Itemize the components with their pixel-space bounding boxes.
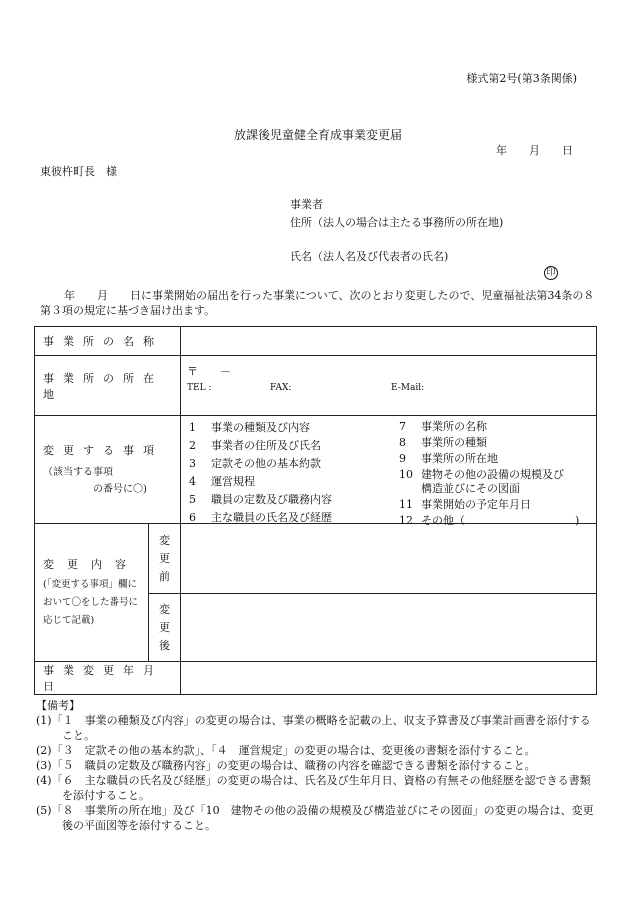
change-date-label: 事業変更年月日 (35, 662, 181, 695)
seal-mark: 印 (544, 266, 558, 280)
option-1[interactable]: 1 事業の種類及び内容 (189, 421, 310, 434)
statement-text: 年 月 日に事業開始の届出を行った事業について、次のとおり変更したので、児童福祉法第34条の８第３項の規定に基づき届け出ます。 (40, 289, 595, 317)
before-label-cell (149, 524, 181, 594)
fax-label: FAX: (270, 383, 292, 393)
form-number: 様式第2号(第3条関係) (466, 72, 577, 85)
notes-heading: 【備考】 (36, 699, 80, 712)
option-11[interactable]: 11 事業開始の予定年月日 (399, 498, 531, 511)
before-content-field[interactable] (181, 524, 597, 594)
notes-section (36, 698, 596, 833)
office-name-label: 事業所の名称 (35, 327, 181, 356)
change-content-label: 変更内容 (43, 557, 139, 571)
change-content-label-cell (35, 524, 149, 662)
office-address-field[interactable] (181, 356, 597, 416)
change-items-label-cell (35, 416, 181, 524)
tel-label: TEL : (187, 383, 212, 393)
applicant-label: 事業者 (290, 198, 323, 211)
note-3: (3)「５ 職員の定数及び職務内容」の変更の場合は、職務の内容を確認できる書類を添付すること。 (36, 759, 536, 772)
applicant-address-label: 住所（法人の場合は主たる事務所の所在地) (290, 216, 504, 229)
option-2[interactable]: 2 事業者の住所及び氏名 (189, 439, 321, 452)
change-items-options (181, 416, 597, 527)
change-content-sub: (「変更する事項」欄において〇をした番号に応じて記載) (43, 578, 139, 626)
applicant-name-label: 氏名（法人名及び代表者の氏名) (290, 250, 449, 263)
option-9[interactable]: 9 事業所の所在地 (399, 452, 498, 465)
date-line: 年 月 日 (496, 144, 573, 157)
option-7[interactable]: 7 事業所の名称 (399, 420, 487, 433)
option-12[interactable]: 12 その他（ ) (399, 514, 580, 527)
note-4: (4)「６ 主な職員の氏名及び経歴」の変更の場合は、氏名及び生年月日、資格の有無その他経歴を認できる書類を添付すること。 (36, 774, 591, 802)
change-items-sub2: の番号に〇) (93, 483, 147, 495)
note-2: (2)「３ 定款その他の基本約款」、「４ 運営規定」の変更の場合は、変更後の書類を添付すること。 (36, 744, 536, 757)
change-date-field[interactable] (181, 662, 597, 695)
email-label: E-Mail: (391, 383, 425, 393)
option-10-continued: 構造並びにその図面 (421, 482, 520, 495)
change-form-table (34, 326, 597, 695)
option-4[interactable]: 4 運営規程 (189, 475, 255, 488)
option-3[interactable]: 3 定款その他の基本約款 (189, 457, 321, 470)
option-8[interactable]: 8 事業所の種類 (399, 436, 487, 449)
change-items-label: 変更する事項 (43, 443, 163, 457)
note-5: (5)「８ 事業所の所在地」及び「10 建物その他の設備の規模及び構造並びにその図面」の変更の場合は、変更後の平面図等を添付すること。 (36, 804, 594, 832)
change-items-sub1: （該当する事項 (43, 466, 113, 478)
before-label: 変更前 (159, 533, 170, 583)
note-1: (1)「１ 事業の種類及び内容」の変更の場合は、事業の概略を記載の上、収支予算書及び事業計画書を添付すること。 (36, 714, 591, 742)
option-10[interactable]: 10 建物その他の設備の規模及び (399, 468, 564, 481)
office-address-label: 事業所の所在地 (35, 356, 181, 416)
option-5[interactable]: 5 職員の定数及び職務内容 (189, 493, 332, 506)
addressee: 東彼杵町長 様 (40, 165, 117, 178)
option-6[interactable]: 6 主な職員の氏名及び経歴 (189, 511, 332, 524)
after-content-field[interactable] (181, 594, 597, 662)
after-label: 変更後 (159, 602, 170, 652)
office-name-field[interactable] (181, 327, 597, 356)
postal-mark: 〒 － (187, 365, 231, 378)
document-title: 放課後児童健全育成事業変更届 (234, 128, 403, 142)
after-label-cell (149, 594, 181, 662)
